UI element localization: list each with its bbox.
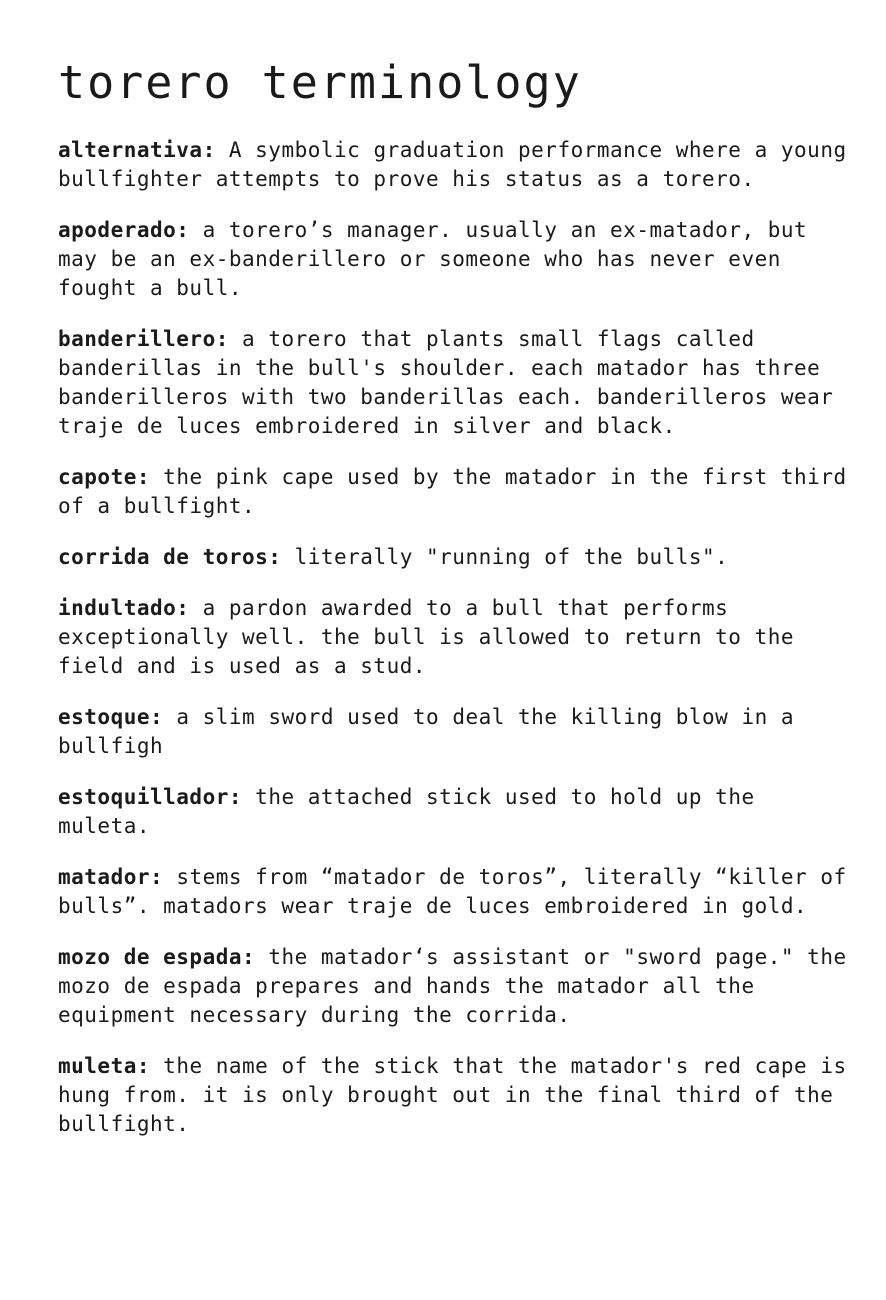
glossary-definition: literally "running of the bulls". <box>294 545 729 569</box>
glossary-definition: the matador‘s assistant or "sword page." the mozo de espada prepares and hands the matador all the equipment necessary during the corrida. <box>58 945 847 1027</box>
glossary-entry-muleta <box>58 1052 858 1139</box>
glossary-definition: a torero’s manager. usually an ex-matador, but may be an ex-banderillero or someone who has never even fought a bull. <box>58 218 808 300</box>
glossary-entry-indultado <box>58 594 858 681</box>
glossary-entry-matador <box>58 863 858 921</box>
glossary-entry-capote <box>58 463 858 521</box>
glossary-term: matador: <box>58 865 164 889</box>
glossary-term: banderillero: <box>58 327 229 351</box>
glossary-entry-corrida-de-toros <box>58 543 858 572</box>
glossary-term: alternativa: <box>58 138 216 162</box>
glossary-entry-mozo-de-espada <box>58 943 858 1030</box>
glossary-definition: the pink cape used by the matador in the first third of a bullfight. <box>58 465 847 518</box>
glossary-definition: a torero that plants small flags called banderillas in the bull's shoulder. each matador has three banderilleros with two banderillas each. banderilleros wear traje de luces embroidered in silver and black. <box>58 327 834 438</box>
glossary-entry-estoquillador <box>58 783 858 841</box>
glossary-term: mozo de espada: <box>58 945 256 969</box>
glossary-term: muleta: <box>58 1054 151 1078</box>
glossary-term: capote: <box>58 465 151 489</box>
glossary-definition: the attached stick used to hold up the muleta. <box>58 785 755 838</box>
glossary-list <box>58 136 858 1139</box>
glossary-definition: a pardon awarded to a bull that performs exceptionally well. the bull is allowed to return to the field and is used as a stud. <box>58 596 795 678</box>
glossary-term: apoderado: <box>58 218 190 242</box>
page-title: torero terminology <box>58 56 582 109</box>
glossary-entry-banderillero <box>58 325 858 441</box>
glossary-term: indultado: <box>58 596 190 620</box>
glossary-term: corrida de toros: <box>58 545 282 569</box>
glossary-term: estoque: <box>58 705 164 729</box>
glossary-definition: A symbolic graduation performance where a young bullfighter attempts to prove his status as a torero. <box>58 138 847 191</box>
glossary-entry-apoderado <box>58 216 858 303</box>
glossary-definition: the name of the stick that the matador's red cape is hung from. it is only brought out in the final third of the bullfight. <box>58 1054 847 1136</box>
glossary-entry-estoque <box>58 703 858 761</box>
glossary-term: estoquillador: <box>58 785 243 809</box>
glossary-definition: stems from “matador de toros”, literally “killer of bulls”. matadors wear traje de luces embroidered in gold. <box>58 865 847 918</box>
glossary-entry-alternativa <box>58 136 858 194</box>
glossary-definition: a slim sword used to deal the killing blow in a bullfigh <box>58 705 795 758</box>
